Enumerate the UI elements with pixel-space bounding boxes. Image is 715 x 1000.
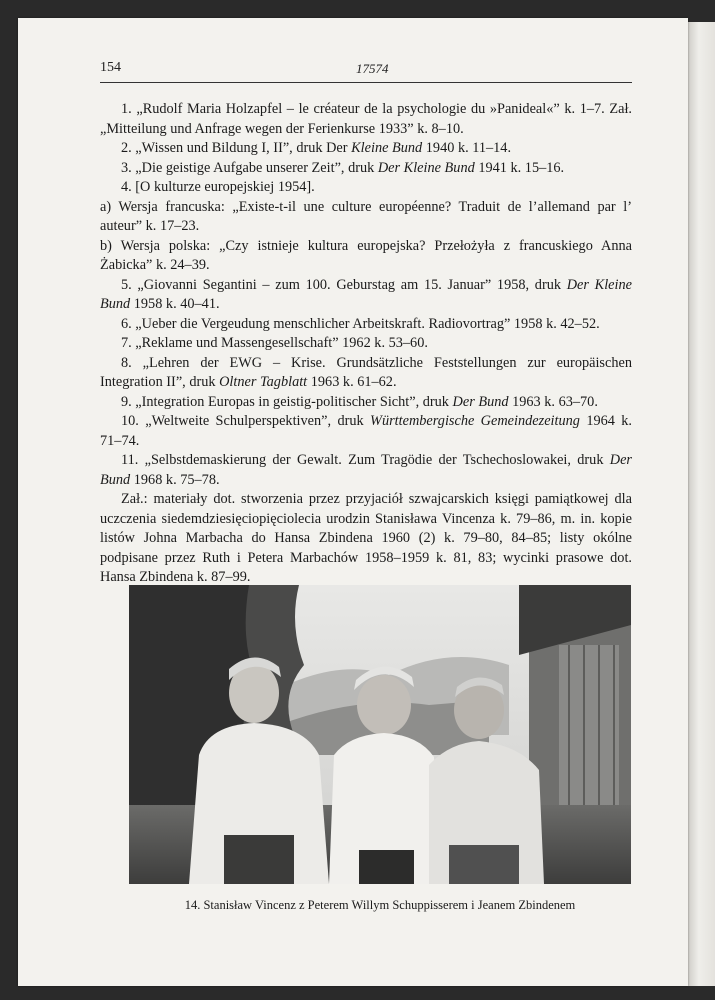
inventory-text xyxy=(100,100,632,588)
entry-5: 5. „Giovanni Segantini – zum 100. Geburstag am 15. Januar” 1958, druk Der Kleine Bund 1958 k. 40–41. xyxy=(100,276,632,312)
page-number: 154 xyxy=(100,60,121,75)
entry-10: 10. „Weltweite Schulperspektiven”, druk Württembergische Gemeindezeitung 1964 k. 71–74. xyxy=(100,413,633,449)
entry-8: 8. „Lehren der EWG – Krise. Grundsätzliche Feststellungen zur europäischen Integration II”, druk Oltner Tagblatt 1963 k. 61–62. xyxy=(100,354,632,390)
attachment-note: Zał.: materiały dot. stworzenia przez przyjaciół szwajcarskich księgi pamiątkowej dla uczczenia siedemdziesięciopięciolecia urodzin Stanisława Vincenza k. 79–86, m. in. kopie listów Johna Marbacha do Hansa Zbindena 1960 (2) k. 79–80, 84–85; listy okólne podpisane przez Ruth i Petera Marbachów 1958–1959 k. 81, 83; wycinki prasowe dot. Hansa Zbindena k. 87–99. xyxy=(100,491,632,585)
entry-9: 9. „Integration Europas in geistig-politischer Sicht”, druk Der Bund 1963 k. 63–70. xyxy=(121,393,598,410)
photograph xyxy=(129,585,631,884)
entry-11: 11. „Selbstdemaskierung der Gewalt. Zum Tragödie der Tschechoslowakei, druk Der Bund 1968 k. 75–78. xyxy=(100,452,632,488)
entry-7: 7. „Reklame und Massengesellschaft” 1962 k. 53–60. xyxy=(121,335,428,351)
entry-3: 3. „Die geistige Aufgabe unserer Zeit”, druk Der Kleine Bund 1941 k. 15–16. xyxy=(121,159,565,176)
entry-2: 2. „Wissen und Bildung I, II”, druk Der Kleine Bund 1940 k. 11–14. xyxy=(121,140,512,156)
photo-caption: 14. Stanisław Vincenz z Peterem Willym Schuppisserem i Jeanem Zbindenem xyxy=(184,898,576,912)
page-header xyxy=(100,60,632,83)
catalog-number: 17574 xyxy=(356,61,389,76)
entry-4: 4. [O kulturze europejskiej 1954]. xyxy=(121,179,315,195)
entry-6: 6. „Ueber die Vergeudung menschlicher Arbeitskraft. Radiovortrag” 1958 k. 42–52. xyxy=(121,315,600,332)
entry-4b: b) Wersja polska: „Czy istnieje kultura europejska? Przełożyła z francuskiego Anna Żabicka” k. 24–39. xyxy=(100,237,632,273)
entry-1: 1. „Rudolf Maria Holzapfel – le créateur de la psychologie du »Panideal«” k. 1–7. Zał. „Mitteilung und Anfrage wegen der Ferienkurse 1933” k. 8–10. xyxy=(100,101,632,137)
entry-4a: a) Wersja francuska: „Existe-t-il une culture européenne? Traduit de l’allemand par l’ auteur” k. 17–23. xyxy=(100,198,632,234)
adjacent-page-edge xyxy=(688,22,715,986)
photograph-image xyxy=(129,585,631,884)
